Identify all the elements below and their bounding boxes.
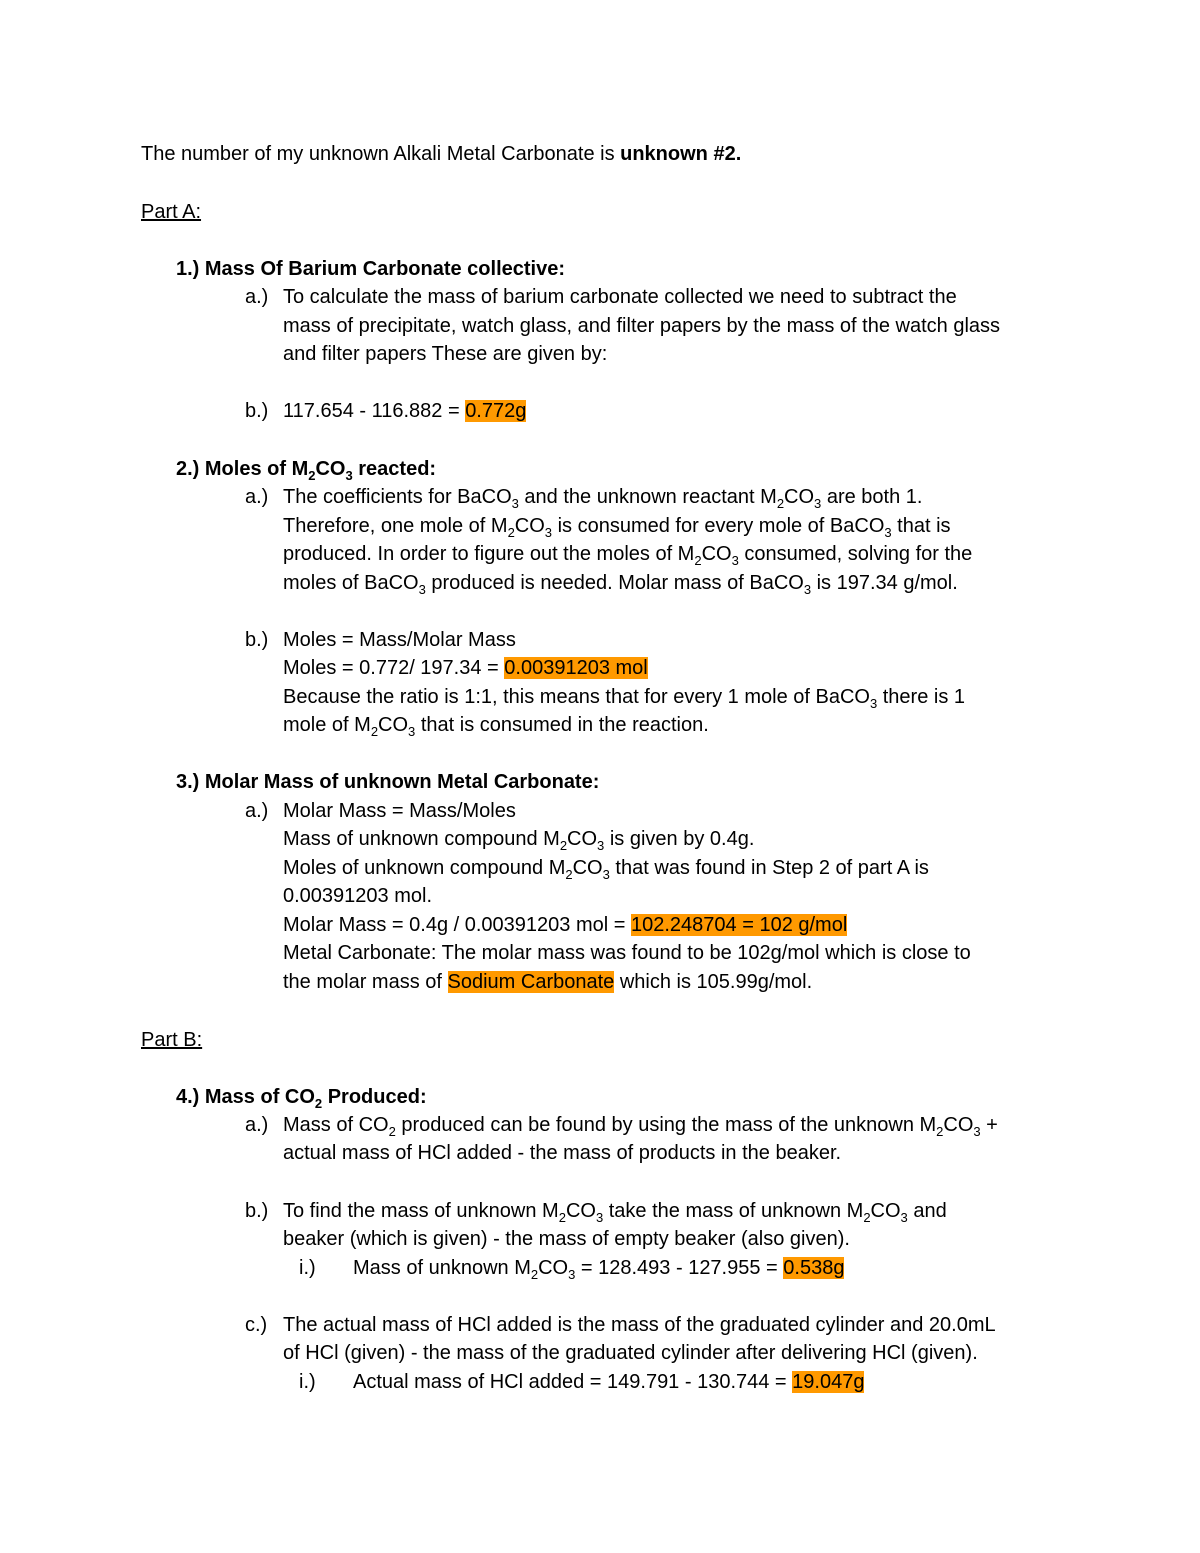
subscript: 2 bbox=[530, 1267, 539, 1282]
q4-b-line2: beaker (which is given) - the mass of empty beaker (also given). bbox=[283, 1228, 850, 1250]
subscript: 3 bbox=[595, 1210, 604, 1225]
text-part: CO bbox=[943, 1114, 974, 1136]
q2-b-label: b.) bbox=[245, 629, 269, 651]
text-part: CO bbox=[514, 515, 545, 537]
text-part: CO bbox=[567, 828, 598, 850]
subscript: 3 bbox=[814, 496, 822, 511]
text-part: = 128.493 - 127.955 = bbox=[575, 1257, 784, 1279]
q1-a-label: a.) bbox=[245, 286, 269, 308]
subscript: 2 bbox=[558, 1210, 566, 1225]
text-part: CO bbox=[701, 543, 732, 565]
subscript: 2 bbox=[936, 1124, 944, 1139]
text-part: is consumed for every mole of BaCO bbox=[552, 515, 885, 537]
subscript: 2 bbox=[776, 496, 785, 511]
text-part: consumed, solving for the bbox=[738, 543, 973, 565]
subscript: 3 bbox=[511, 496, 519, 511]
q4-bi-result: 0.538g bbox=[783, 1257, 845, 1279]
q4-c-line1: The actual mass of HCl added is the mass of the graduated cylinder and 20.0mL bbox=[283, 1314, 996, 1336]
subscript: 3 bbox=[568, 1267, 576, 1282]
q3-line6: Metal Carbonate: The molar mass was found to be 102g/mol which is close to bbox=[283, 942, 971, 964]
text-part: there is 1 bbox=[877, 686, 966, 708]
text-part: take the mass of unknown M bbox=[603, 1200, 864, 1222]
text-part: Produced: bbox=[322, 1086, 427, 1108]
text-part: are both 1. bbox=[821, 486, 923, 508]
q2-a-line1 bbox=[283, 485, 922, 509]
q3-line1: Molar Mass = Mass/Moles bbox=[283, 800, 516, 822]
q4-title bbox=[176, 1085, 427, 1109]
text-part: that is consumed in the reaction. bbox=[415, 714, 709, 736]
q1-a-line3: and filter papers These are given by: bbox=[283, 343, 608, 365]
subscript: 3 bbox=[408, 724, 416, 739]
subscript: 2 bbox=[863, 1210, 871, 1225]
q4-ci-expression: Actual mass of HCl added = 149.791 - 130.744 = bbox=[353, 1371, 793, 1393]
text-part: that was found in Step 2 of part A is bbox=[609, 857, 929, 879]
intro-text: The number of my unknown Alkali Metal Carbonate is bbox=[141, 143, 621, 165]
subscript: 3 bbox=[884, 525, 892, 540]
text-part: Mass of CO bbox=[283, 1114, 389, 1136]
q2-title-mid: CO bbox=[315, 458, 346, 480]
q4-bi-label: i.) bbox=[299, 1257, 316, 1279]
q2-title-sub2: 2 bbox=[308, 468, 316, 483]
q3-line5 bbox=[283, 913, 847, 937]
part-b-heading: Part B: bbox=[141, 1029, 203, 1051]
subscript: 3 bbox=[597, 838, 605, 853]
text-part: the molar mass of bbox=[283, 971, 448, 993]
q2-b-line3 bbox=[283, 685, 965, 709]
text-part: 4.) Mass of CO bbox=[176, 1086, 315, 1108]
q3-line7 bbox=[283, 970, 812, 994]
q3-expression: Molar Mass = 0.4g / 0.00391203 mol = bbox=[283, 914, 631, 936]
q3-title: 3.) Molar Mass of unknown Metal Carbonate: bbox=[176, 771, 600, 793]
text-part: mole of M bbox=[283, 714, 371, 736]
text-part: CO bbox=[870, 1200, 901, 1222]
q2-a-line3 bbox=[283, 542, 972, 566]
text-part: Therefore, one mole of M bbox=[283, 515, 508, 537]
q2-b-expression: Moles = 0.772/ 197.34 = bbox=[283, 657, 505, 679]
subscript: 2 bbox=[507, 525, 515, 540]
subscript: 3 bbox=[869, 696, 878, 711]
subscript: 2 bbox=[565, 867, 573, 882]
text-part: produced is needed. Molar mass of BaCO bbox=[425, 572, 804, 594]
q3-line3 bbox=[283, 856, 929, 880]
q2-title-post: reacted: bbox=[352, 458, 437, 480]
q2-b-line4 bbox=[283, 713, 709, 737]
q3-result: 102.248704 = 102 g/mol bbox=[630, 914, 848, 936]
q2-title-sub3: 3 bbox=[345, 468, 353, 483]
subscript: 3 bbox=[731, 553, 739, 568]
text-part: and the unknown reactant M bbox=[518, 486, 777, 508]
subscript: 3 bbox=[418, 582, 426, 597]
q4-bi-line bbox=[353, 1256, 844, 1280]
text-part: moles of BaCO bbox=[283, 572, 419, 594]
text-part: CO bbox=[784, 486, 815, 508]
text-part: and bbox=[907, 1200, 947, 1222]
text-part: Mass of unknown compound M bbox=[283, 828, 560, 850]
subscript: 3 bbox=[544, 525, 553, 540]
q4-c-label: c.) bbox=[245, 1314, 268, 1336]
q3-line2 bbox=[283, 827, 754, 851]
subscript: 3 bbox=[602, 867, 610, 882]
q1-title: 1.) Mass Of Barium Carbonate collective: bbox=[176, 258, 566, 280]
unknown-number: unknown #2. bbox=[620, 143, 742, 165]
text-part: Moles of unknown compound M bbox=[283, 857, 566, 879]
q2-title-pre: 2.) Moles of M bbox=[176, 458, 309, 480]
q2-a-line2 bbox=[283, 514, 951, 538]
subscript: 2 bbox=[559, 838, 568, 853]
q1-a-line2: mass of precipitate, watch glass, and filter papers by the mass of the watch glass bbox=[283, 315, 1001, 337]
subscript: 2 bbox=[314, 1096, 323, 1111]
q4-ci-line bbox=[353, 1370, 864, 1394]
q4-b-line1 bbox=[283, 1199, 947, 1223]
text-part: CO bbox=[538, 1257, 569, 1279]
subscript: 3 bbox=[900, 1210, 908, 1225]
q4-ci-label: i.) bbox=[299, 1371, 316, 1393]
text-part: that is bbox=[891, 515, 951, 537]
text-part: To find the mass of unknown M bbox=[283, 1200, 559, 1222]
q1-b-line bbox=[283, 399, 526, 423]
q1-b-label: b.) bbox=[245, 400, 269, 422]
subscript: 3 bbox=[973, 1124, 981, 1139]
q3-a-label: a.) bbox=[245, 800, 269, 822]
q2-b-result: 0.00391203 mol bbox=[504, 657, 648, 679]
text-part: which is 105.99g/mol. bbox=[614, 971, 813, 993]
subscript: 2 bbox=[388, 1124, 396, 1139]
q4-a-label: a.) bbox=[245, 1114, 269, 1136]
text-part: CO bbox=[565, 1200, 596, 1222]
subscript: 3 bbox=[803, 582, 812, 597]
text-part: is given by 0.4g. bbox=[604, 828, 755, 850]
q2-title bbox=[176, 457, 436, 481]
q3-line4: 0.00391203 mol. bbox=[283, 885, 433, 907]
text-part: + bbox=[980, 1114, 998, 1136]
q2-b-line2 bbox=[283, 656, 648, 680]
q2-b-line1: Moles = Mass/Molar Mass bbox=[283, 629, 516, 651]
q4-a-line2: actual mass of HCl added - the mass of products in the beaker. bbox=[283, 1142, 842, 1164]
subscript: 2 bbox=[694, 553, 702, 568]
text-part: is 197.34 g/mol. bbox=[811, 572, 958, 594]
q1-a-line1: To calculate the mass of barium carbonate collected we need to subtract the bbox=[283, 286, 957, 308]
q1-b-expression: 117.654 - 116.882 = bbox=[283, 400, 466, 422]
text-part: produced can be found by using the mass of the unknown M bbox=[395, 1114, 937, 1136]
q3-carbonate-result: Sodium Carbonate bbox=[447, 971, 615, 993]
part-a-heading: Part A: bbox=[141, 201, 202, 223]
text-part: produced. In order to figure out the moles of M bbox=[283, 543, 695, 565]
text-part: Because the ratio is 1:1, this means that for every 1 mole of BaCO bbox=[283, 686, 870, 708]
subscript: 2 bbox=[370, 724, 379, 739]
text-part: The coefficients for BaCO bbox=[283, 486, 512, 508]
text-part: CO bbox=[378, 714, 409, 736]
q2-a-label: a.) bbox=[245, 486, 269, 508]
q4-b-label: b.) bbox=[245, 1200, 269, 1222]
q1-b-result: 0.772g bbox=[465, 400, 527, 422]
intro-line bbox=[141, 142, 741, 166]
q4-c-line2: of HCl (given) - the mass of the graduated cylinder after delivering HCl (given). bbox=[283, 1342, 978, 1364]
q4-ci-result: 19.047g bbox=[792, 1371, 865, 1393]
text-part: CO bbox=[572, 857, 603, 879]
q2-a-line4 bbox=[283, 571, 958, 595]
q4-a-line1 bbox=[283, 1113, 998, 1137]
text-part: Mass of unknown M bbox=[353, 1257, 531, 1279]
